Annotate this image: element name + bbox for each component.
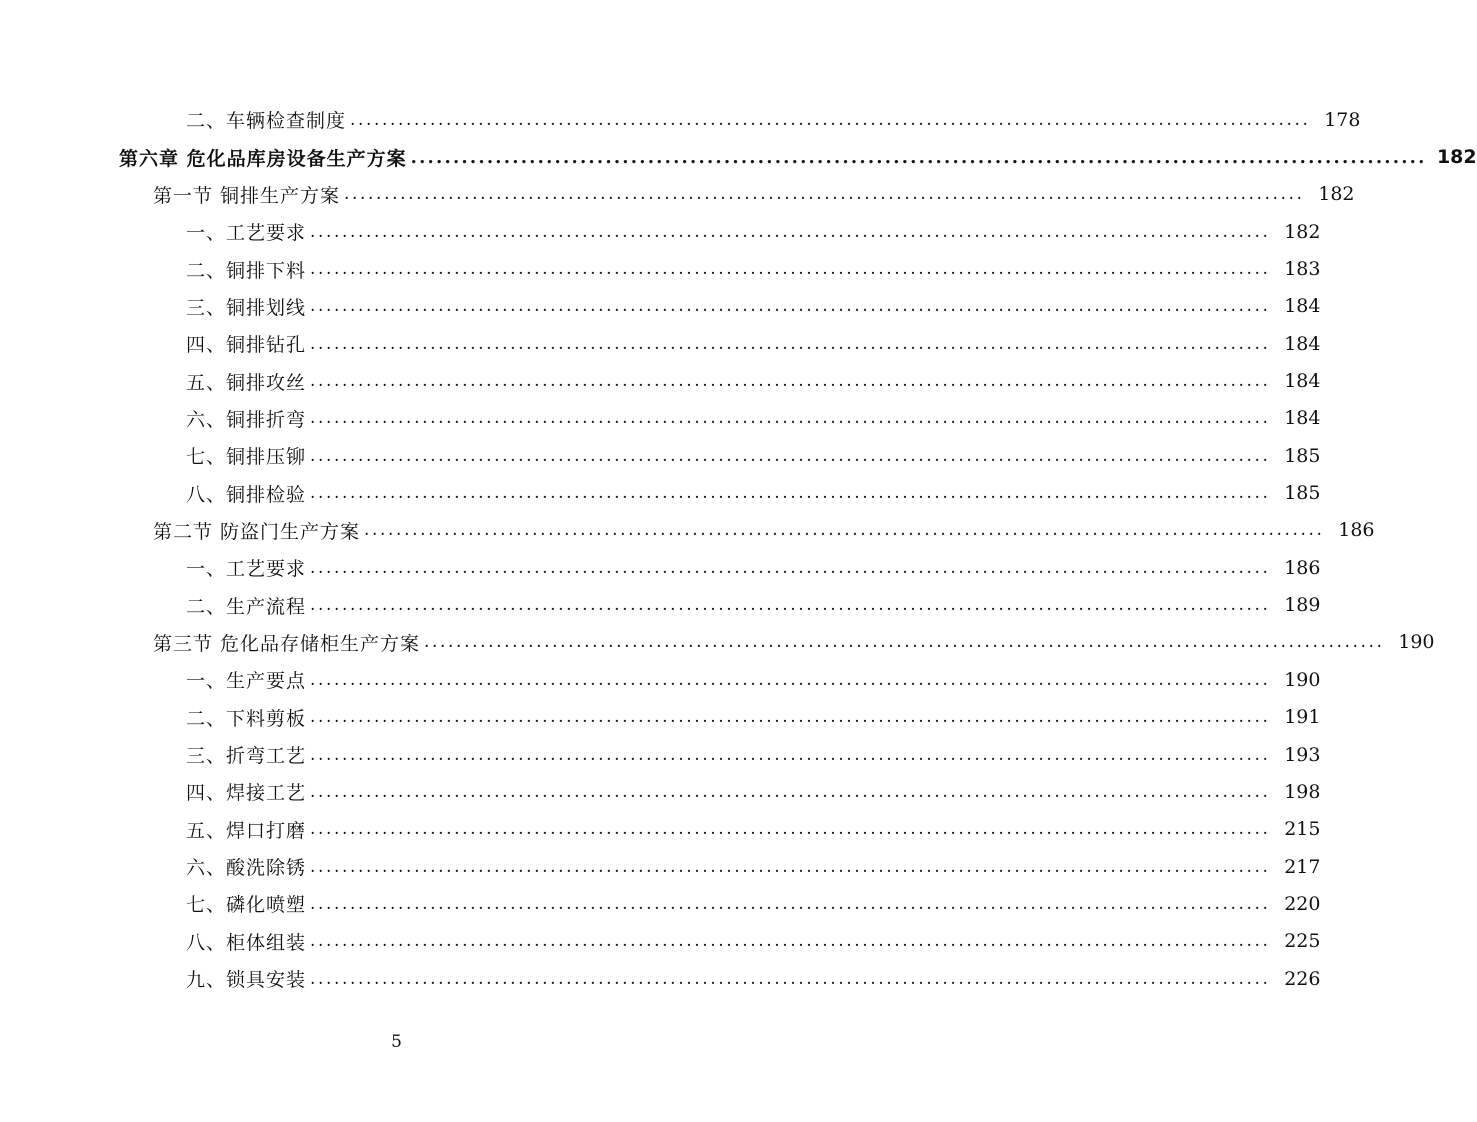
- toc-entry-title: 七、磷化喷塑: [186, 894, 307, 917]
- dot-leader: ........................................................................................................................: [310, 445, 1271, 466]
- toc-entry-page: 185: [1284, 444, 1321, 467]
- toc-entry[interactable]: [0, 773, 1321, 810]
- toc-entry[interactable]: [0, 138, 1477, 175]
- toc-entry[interactable]: [0, 811, 1321, 848]
- toc-entry-page: 198: [1284, 780, 1321, 803]
- toc-entry-page: 220: [1284, 892, 1321, 915]
- toc-entry-title: 第二节 防盗门生产方案: [153, 520, 361, 543]
- toc-entry-page: 184: [1284, 407, 1321, 430]
- toc-entry[interactable]: [0, 586, 1321, 623]
- toc-entry-title: 三、折弯工艺: [186, 745, 307, 768]
- toc-entry-page: 225: [1284, 930, 1321, 953]
- toc-entry-title: 二、下料剪板: [186, 707, 307, 730]
- toc-entry-title: 八、柜体组装: [186, 931, 307, 954]
- toc-entry-title: 九、锁具安装: [186, 969, 307, 992]
- toc-entry-page: 182: [1284, 220, 1321, 243]
- toc-entry-page: 184: [1284, 295, 1321, 318]
- toc-entry-page: 184: [1284, 332, 1321, 355]
- toc-entry[interactable]: [0, 362, 1321, 399]
- toc-entry-title: 八、铜排检验: [186, 483, 307, 506]
- toc-entry[interactable]: [0, 437, 1321, 474]
- dot-leader: ........................................................................................................................: [310, 371, 1271, 392]
- toc-entry-page: 183: [1284, 258, 1321, 281]
- toc-entry[interactable]: [0, 549, 1321, 586]
- dot-leader: ........................................................................................................................: [310, 557, 1271, 578]
- toc-entry-title: 六、铜排折弯: [186, 408, 307, 431]
- toc-entry[interactable]: [0, 288, 1321, 325]
- toc-entry[interactable]: [0, 101, 1361, 138]
- toc-entry-title: 七、铜排压铆: [186, 446, 307, 469]
- dot-leader: ........................................................................................................................: [410, 146, 1427, 168]
- dot-leader: ........................................................................................................................: [310, 333, 1271, 354]
- dot-leader: ........................................................................................................................: [310, 296, 1271, 317]
- toc-entry-page: 185: [1284, 482, 1321, 505]
- toc-entry-page: 184: [1284, 370, 1321, 393]
- toc-entry-title: 五、焊口打磨: [186, 819, 307, 842]
- toc-entry[interactable]: [0, 885, 1321, 922]
- toc-entry-title: 五、铜排攻丝: [186, 371, 307, 394]
- toc-entry-page: 226: [1284, 967, 1321, 990]
- toc-entry[interactable]: [0, 325, 1321, 362]
- toc-entry[interactable]: [0, 960, 1321, 997]
- toc-entry-page: 191: [1284, 706, 1321, 729]
- toc-entry-page: 186: [1338, 519, 1375, 542]
- page-number: 5: [391, 1032, 402, 1052]
- dot-leader: ........................................................................................................................: [310, 968, 1271, 989]
- dot-leader: ........................................................................................................................: [310, 408, 1271, 429]
- toc-entry-title: 二、铜排下料: [186, 259, 307, 282]
- toc-entry-page: 182: [1318, 183, 1355, 206]
- toc-entry-title: 六、酸洗除锈: [186, 857, 307, 880]
- dot-leader: ........................................................................................................................: [364, 520, 1325, 541]
- toc-entry[interactable]: [0, 848, 1321, 885]
- toc-entry-title: 三、铜排划线: [186, 296, 307, 319]
- dot-leader: ........................................................................................................................: [310, 931, 1271, 952]
- toc-entry-title: 四、焊接工艺: [186, 782, 307, 805]
- toc-entry[interactable]: [0, 213, 1321, 250]
- dot-leader: ........................................................................................................................: [424, 632, 1385, 653]
- toc-entry-title: 一、工艺要求: [186, 222, 307, 245]
- toc-entry-page: 182: [1436, 146, 1477, 169]
- toc-entry-title: 第六章 危化品库房设备生产方案: [119, 147, 407, 170]
- toc-entry[interactable]: [0, 474, 1321, 511]
- toc-entry-title: 二、车辆检查制度: [186, 110, 347, 133]
- toc-entry-title: 一、工艺要求: [186, 558, 307, 581]
- toc-entry-page: 190: [1398, 631, 1435, 654]
- toc-entry[interactable]: [0, 400, 1321, 437]
- toc-entry-page: 215: [1284, 818, 1321, 841]
- toc-entry[interactable]: [0, 661, 1321, 698]
- dot-leader: ........................................................................................................................: [310, 744, 1271, 765]
- toc-entry[interactable]: [0, 736, 1321, 773]
- toc-entry[interactable]: [0, 512, 1375, 549]
- toc-entry-page: 189: [1284, 594, 1321, 617]
- dot-leader: ........................................................................................................................: [310, 595, 1271, 616]
- dot-leader: ........................................................................................................................: [310, 483, 1271, 504]
- dot-leader: ........................................................................................................................: [310, 221, 1271, 242]
- table-of-contents: [0, 101, 1477, 997]
- dot-leader: ........................................................................................................................: [310, 781, 1271, 802]
- dot-leader: ........................................................................................................................: [310, 707, 1271, 728]
- toc-entry-page: 190: [1284, 668, 1321, 691]
- toc-entry-page: 186: [1284, 556, 1321, 579]
- toc-entry[interactable]: [0, 176, 1355, 213]
- toc-entry-title: 四、铜排钻孔: [186, 334, 307, 357]
- toc-entry-title: 第一节 铜排生产方案: [153, 184, 341, 207]
- toc-entry-page: 178: [1324, 108, 1361, 131]
- toc-entry[interactable]: [0, 923, 1321, 960]
- dot-leader: ........................................................................................................................: [344, 184, 1305, 205]
- toc-entry[interactable]: [0, 250, 1321, 287]
- toc-entry-title: 二、生产流程: [186, 595, 307, 618]
- toc-entry-page: 217: [1284, 855, 1321, 878]
- toc-entry-title: 一、生产要点: [186, 670, 307, 693]
- dot-leader: ........................................................................................................................: [350, 109, 1311, 130]
- dot-leader: ........................................................................................................................: [310, 893, 1271, 914]
- toc-entry-page: 193: [1284, 743, 1321, 766]
- dot-leader: ........................................................................................................................: [310, 819, 1271, 840]
- dot-leader: ........................................................................................................................: [310, 259, 1271, 280]
- toc-entry[interactable]: [0, 699, 1321, 736]
- toc-entry[interactable]: [0, 624, 1435, 661]
- toc-entry-title: 第三节 危化品存储柜生产方案: [153, 632, 421, 655]
- dot-leader: ........................................................................................................................: [310, 856, 1271, 877]
- dot-leader: ........................................................................................................................: [310, 669, 1271, 690]
